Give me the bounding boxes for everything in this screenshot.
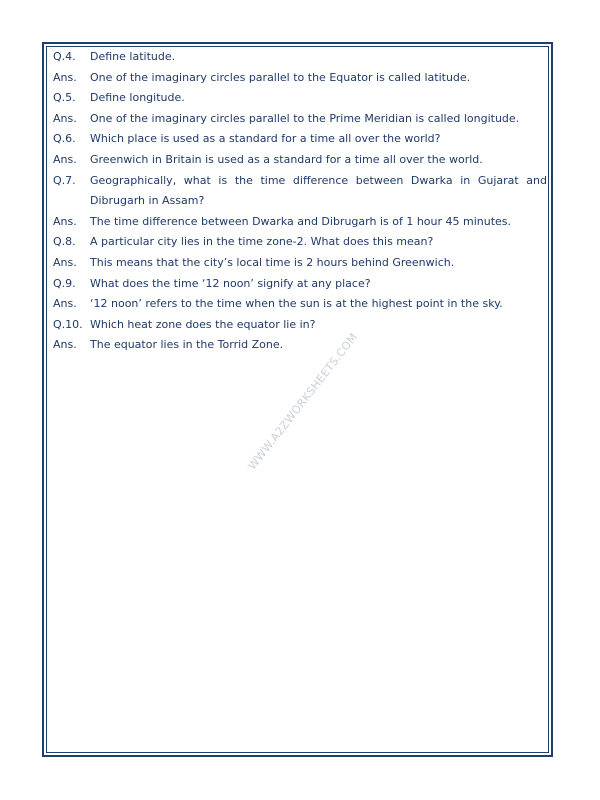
answer-label: Ans. [53,214,77,228]
question-text: What does the time ‘12 noon’ signify at any place? [90,276,371,290]
answer-label: Ans. [53,111,77,125]
answer-label: Ans. [53,297,77,311]
answer-6 [53,150,547,171]
answer-4 [53,68,547,89]
question-4 [53,47,547,68]
question-10 [53,315,547,336]
answer-text: This means that the city’s local time is 2 hours behind Greenwich. [90,255,455,269]
answer-label: Ans. [53,152,77,166]
answer-8 [53,253,547,274]
question-8 [53,232,547,253]
question-text: A particular city lies in the time zone-2. What does this mean? [90,235,434,249]
question-text: Which heat zone does the equator lie in? [90,317,316,331]
question-label: Q.9. [53,276,76,290]
question-7 [53,171,547,212]
answer-text: One of the imaginary circles parallel to the Prime Meridian is called longitude. [90,111,520,125]
answer-text: One of the imaginary circles parallel to the Equator is called latitude. [90,70,471,84]
question-label: Q.10. [53,317,83,331]
question-6 [53,129,547,150]
answer-7 [53,212,547,233]
question-5 [53,88,547,109]
question-label: Q.6. [53,132,76,146]
answer-text: The equator lies in the Torrid Zone. [90,338,284,352]
question-text: Geographically, what is the time difference between Dwarka in Gujarat and Dibrugarh in Assam? [90,173,547,208]
answer-label: Ans. [53,338,77,352]
question-9 [53,274,547,295]
question-label: Q.8. [53,235,76,249]
answer-label: Ans. [53,255,77,269]
qa-list [53,47,547,356]
question-text: Define latitude. [90,50,176,63]
question-text: Define longitude. [90,91,185,105]
answer-label: Ans. [53,70,77,84]
question-text: Which place is used as a standard for a time all over the world? [90,132,441,146]
watermark: WWW.A2ZWORKSHEETS.COM [245,330,361,473]
answer-9 [53,294,547,315]
answer-10 [53,335,547,356]
question-label: Q.4. [53,50,76,63]
question-label: Q.7. [53,173,76,187]
answer-text: ‘12 noon’ refers to the time when the sun is at the highest point in the sky. [90,297,503,311]
answer-text: Greenwich in Britain is used as a standard for a time all over the world. [90,152,483,166]
answer-text: The time difference between Dwarka and Dibrugarh is of 1 hour 45 minutes. [90,214,512,228]
question-label: Q.5. [53,91,76,105]
answer-5 [53,109,547,130]
